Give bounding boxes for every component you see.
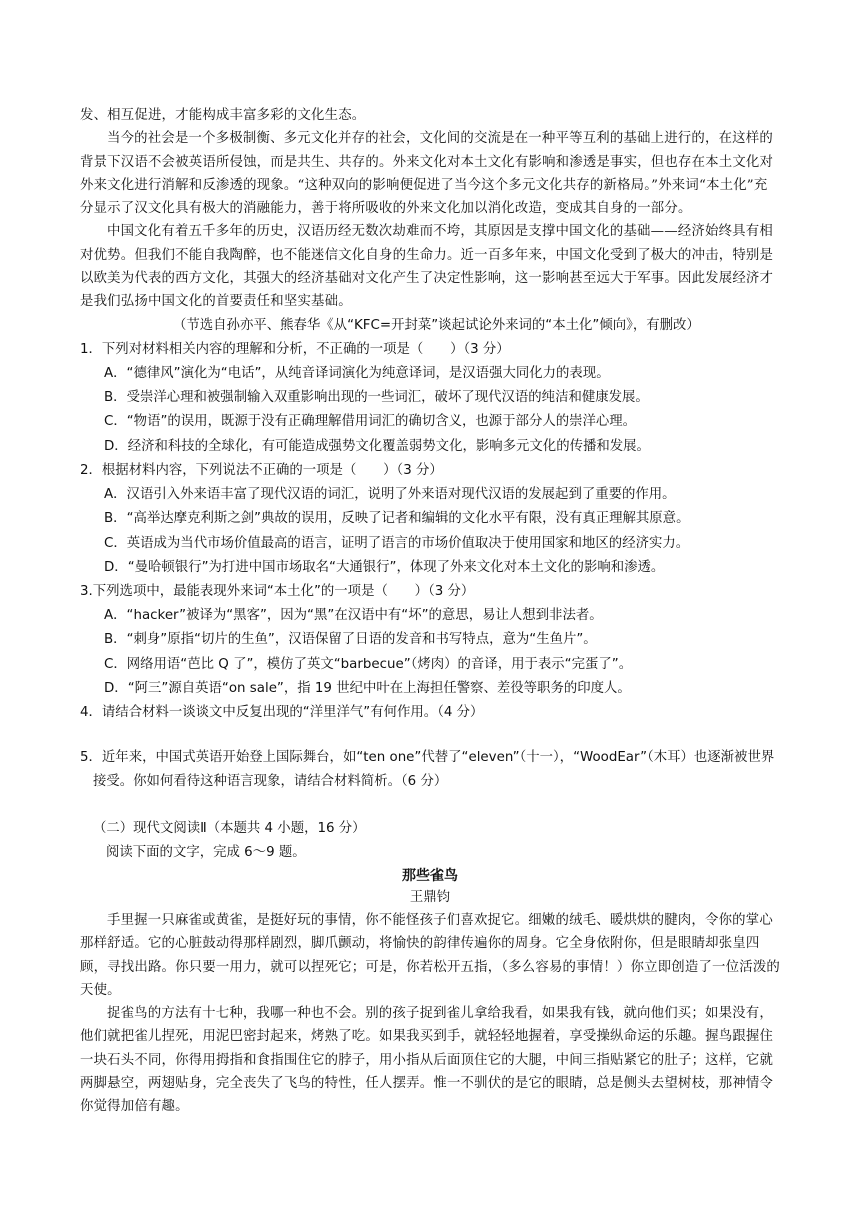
question-1-option-b: B．受崇洋心理和被强制输入双重影响出现的一些词汇，破坏了现代汉语的纯洁和健康发展。 <box>104 390 649 406</box>
exam-page <box>80 104 780 1119</box>
passage-paragraph: 中国文化有着五千多年的历史，汉语历经无数次劫难而不垮，其原因是支撑中国文化的基础——经济始终具有相对优势。但我们不能自我陶醉，也不能迷信文化自身的生命力。近一百多年来，中国文化受到了极大的冲击，特别是以欧美为代表的西方文化，其强大的经济基础对文化产生了决定性影响，这一影响甚至远大于军事。因此发展经济才是我们弘扬中国文化的首要责任和坚实基础。 <box>80 224 774 310</box>
article-author: 王鼎钧 <box>409 889 451 905</box>
passage-paragraph: 发、相互促进，才能构成丰富多彩的文化生态。 <box>80 108 366 123</box>
question-2-option-d: D．“曼哈顿银行”为打进中国市场取名“大通银行”，体现了外来文化对本土文化的影响和渗透。 <box>104 559 665 575</box>
question-1-option-c: C．“物语”的误用，既源于没有正确理解借用词汇的确切含义，也源于部分人的崇洋心理。 <box>104 414 637 430</box>
article-title: 那些雀鸟 <box>402 867 458 884</box>
question-4: 4．请结合材料一谈谈文中反复出现的“洋里洋气”有何作用。（4 分） <box>80 704 484 720</box>
article-paragraph: 手里握一只麻雀或黄雀，是挺好玩的事情，你不能怪孩子们喜欢捉它。细嫩的绒毛、暖烘烘的腱肉，令你的掌心那样舒适。它的心脏鼓动得那样剧烈，脚爪颤动，将愉快的韵律传遍你的周身。它全身依附你，但是眼睛却张皇四顾，寻找出路。你只要一用力，就可以捏死它；可是，你若松开五指，（多么容易的事情！）你立即创造了一位活泼的天使。 <box>80 912 781 998</box>
question-1-option-d: D．经济和科技的全球化，有可能造成强势文化覆盖弱势文化，影响多元文化的传播和发展。 <box>104 438 650 454</box>
question-1-stem: 1．下列对材料相关内容的理解和分析，不正确的一项是（ ）（3 分） <box>80 341 510 357</box>
passage-paragraph: 当今的社会是一个多极制衡、多元文化并存的社会，文化间的交流是在一种平等互利的基础上进行的，在这样的背景下汉语不会被英语所侵蚀，而是共生、共存的。外来文化对本土文化有影响和渗透是事实，但也存在本土文化对外来文化进行消解和反渗透的现象。“这种双向的影响便促进了当今这个多元文化共存的新格局。”外来词“本土化”充分显示了汉文化具有极大的消融能力，善于将所吸收的外来文化加以消化改造，变成其自身的一部分。 <box>80 131 774 217</box>
question-1-option-a: A．“德律风”演化为“电话”，从纯音译词演化为纯意译词，是汉语强大同化力的表现。 <box>104 366 610 382</box>
section-instruction: 阅读下面的文字，完成 6～9 题。 <box>106 844 306 860</box>
question-3-stem: 3.下列选项中，最能表现外来词“本土化”的一项是（ ）（3 分） <box>80 583 475 599</box>
question-3-option-d: D．“阿三”源自英语“on sale”，指 19 世纪中叶在上海担任警察、差役等职务的印度人。 <box>104 680 631 696</box>
question-2-option-c: C．英语成为当代市场价值最高的语言，证明了语言的市场价值取决于使用国家和地区的经济实力。 <box>104 535 690 551</box>
article-paragraph: 捉雀鸟的方法有十七种，我哪一种也不会。别的孩子捉到雀儿拿给我看，如果我有钱，就向他们买；如果没有，他们就把雀儿捏死，用泥巴密封起来，烤熟了吃。如果我买到手，就轻轻地握着，享受操纵命运的乐趣。握鸟跟握住一块石头不同，你得用拇指和食指围住它的脖子，用小指从后面顶住它的大腿，中间三指贴紧它的肚子；这样，它就两脚悬空，两翅贴身，完全丧失了飞鸟的特性，任人摆弄。惟一不驯伏的是它的眼睛，总是侧头去望树枝，那神情令你觉得加倍有趣。 <box>80 1006 774 1115</box>
question-3-option-b: B．“刺身”原指“切片的生鱼”，汉语保留了日语的发音和书写特点，意为“生鱼片”。 <box>104 632 597 648</box>
question-5: 5．近年来，中国式英语开始登上国际舞台，如“ten one”代替了“eleven”（十一），“WoodEar”（木耳）也逐渐被世界接受。你如何看待这种语言现象，请结合材料简析。（6 分） <box>80 750 775 790</box>
question-2-option-b: B．“高举达摩克利斯之剑”典故的误用，反映了记者和编辑的文化水平有限，没有真正理解其原意。 <box>104 511 690 527</box>
question-3-option-c: C．网络用语“芭比 Q 了”，模仿了英文“barbecue”（烤肉）的音译，用于表示“完蛋了”。 <box>104 656 633 672</box>
question-3-option-a: A．“hacker”被译为“黑客”，因为“黑”在汉语中有“坏”的意思，易让人想到非法者。 <box>104 608 603 624</box>
passage-source: （节选自孙亦平、熊春华《从“KFC=开封菜”谈起试论外来词的“本土化”倾向》，有删改） <box>173 317 700 333</box>
question-2-stem: 2．根据材料内容，下列说法不正确的一项是（ ）（3 分） <box>80 462 443 478</box>
section-heading: （二）现代文阅读Ⅱ（本题共 4 小题，16 分） <box>93 820 366 836</box>
question-2-option-a: A．汉语引入外来语丰富了现代汉语的词汇，说明了外来语对现代汉语的发展起到了重要的作用。 <box>104 487 676 503</box>
